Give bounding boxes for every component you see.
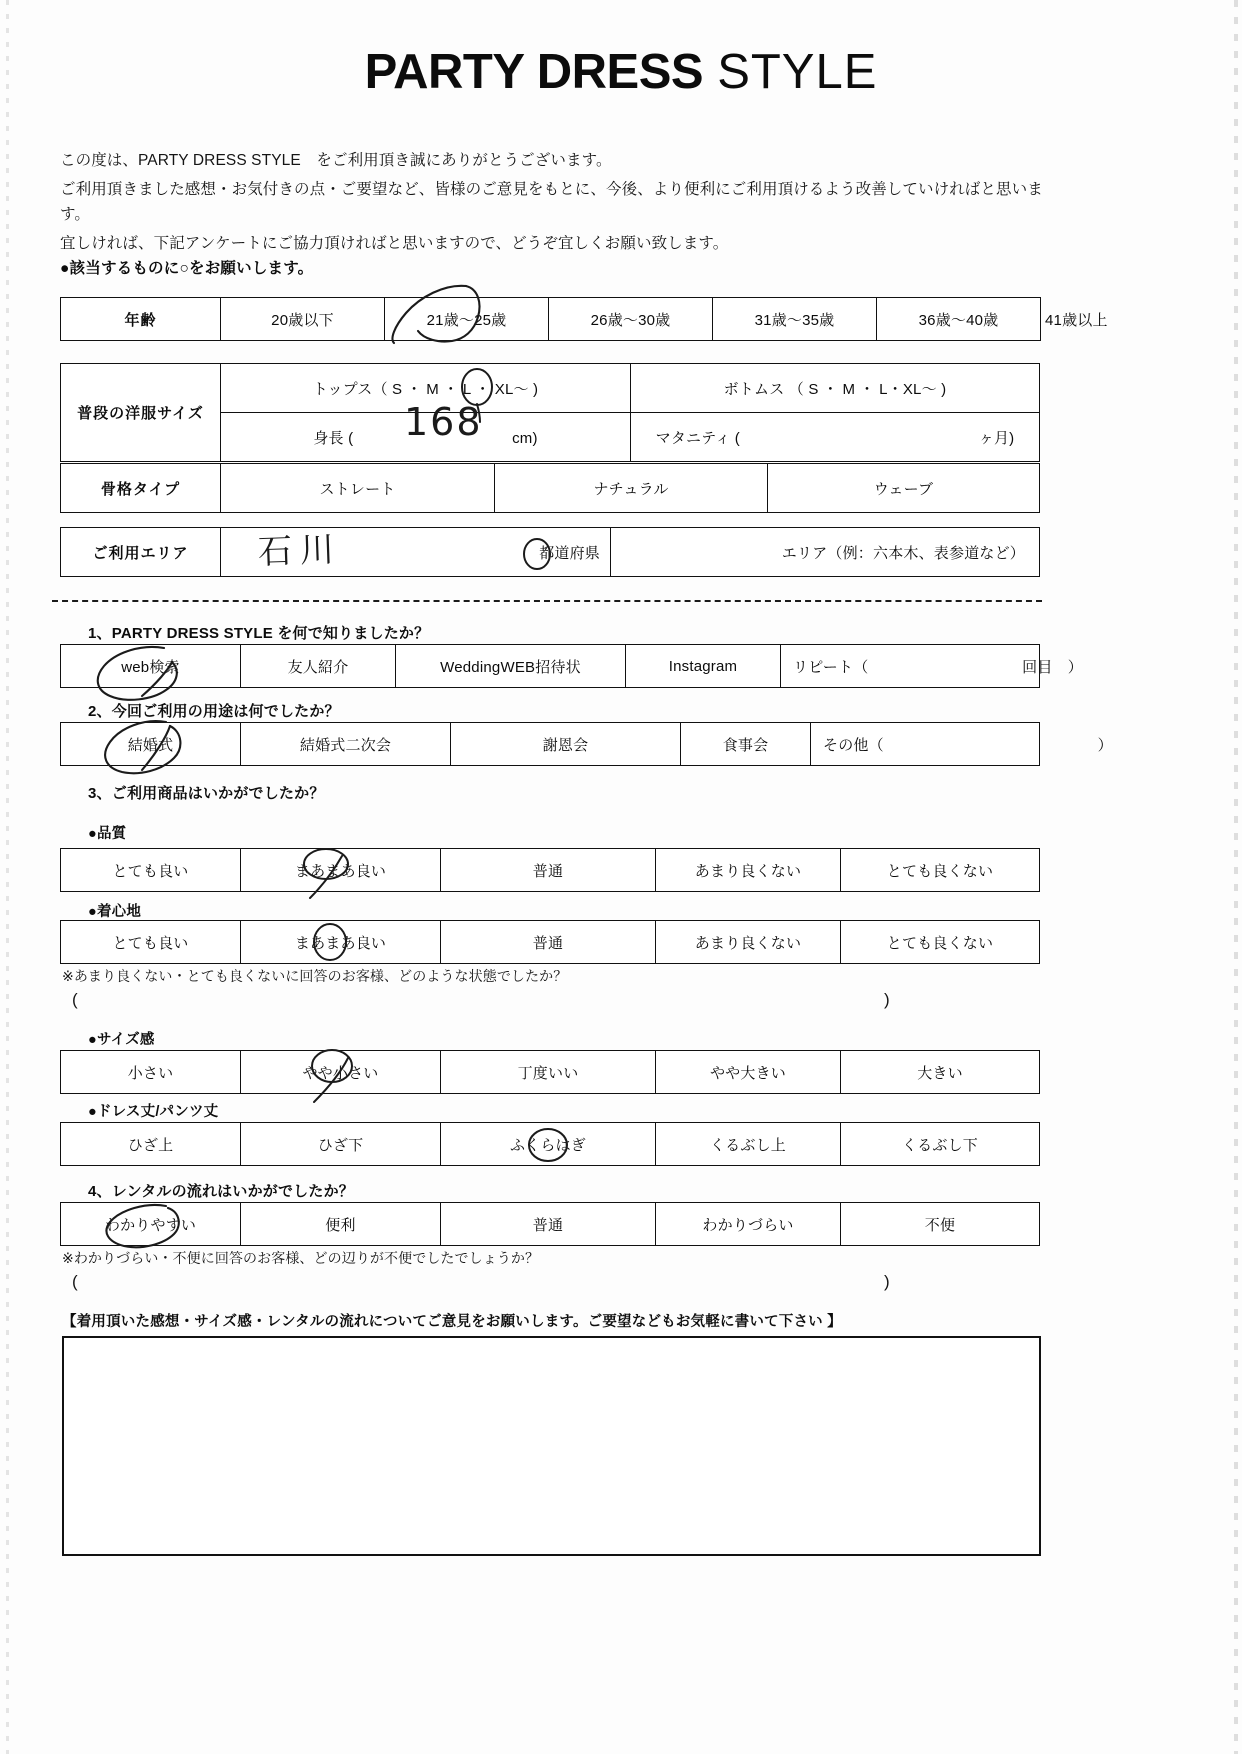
age-option-0[interactable]: 20歳以下 [221, 298, 385, 341]
q1-repeat-label: リピート（ [793, 658, 869, 676]
table-row: 年齢 20歳以下 21歳～25歳 26歳～30歳 31歳～35歳 36歳～40歳 41歳以上 [61, 298, 1041, 341]
q3-size-table [60, 1050, 1040, 1094]
intro-line-2: ご利用頂きました感想・お気付きの点・ご要望など、皆様のご意見をもとに、今後、より便利にご利用頂けるよう改善していければと思います。 [60, 181, 1043, 223]
q3-size-option-4[interactable]: 大きい [841, 1051, 1040, 1094]
q3-comfort-option-0[interactable]: とても良い [61, 921, 241, 964]
brand-name-bold: PARTY DRESS [364, 45, 704, 99]
height-cell[interactable] [221, 413, 631, 462]
q3-length-option-4[interactable]: くるぶし下 [841, 1123, 1040, 1166]
q3-note-open-paren: ( [72, 990, 78, 1009]
circle-instruction-label: ●該当するものに○をお願いします。 [60, 260, 314, 277]
q1-option-1[interactable]: 友人紹介 [241, 645, 396, 688]
q2-other-close: ） [1097, 736, 1113, 754]
q3-size-label: ●サイズ感 [88, 1032, 155, 1048]
q3-length-option-0[interactable]: ひざ上 [61, 1123, 241, 1166]
handwritten-height-value: 168 [404, 400, 483, 444]
q3-note-label: ※あまり良くない・とても良くないに回答のお客様、どのような状態でしたか？ [62, 968, 568, 984]
body-type-option-2[interactable]: ウェーブ [768, 464, 1040, 513]
age-header: 年齢 [61, 298, 221, 341]
maternity-unit: ヶ月) [978, 429, 1015, 447]
clothing-size-header: 普段の洋服サイズ [61, 364, 221, 462]
question-4-table [60, 1202, 1040, 1246]
table-row [61, 1123, 1040, 1166]
q2-option-3[interactable]: 食事会 [681, 723, 811, 766]
q4-option-2[interactable]: 普通 [441, 1203, 656, 1246]
prefecture-label: 都道府県 [539, 544, 600, 562]
clothing-size-table [60, 363, 1040, 462]
intro-line-1: この度は、PARTY DRESS STYLE をご利用頂き誠にありがとうございます。 [60, 152, 612, 169]
maternity-label: マタニティ ( [655, 429, 740, 447]
q4-note-label: ※わかりづらい・不便に回答のお客様、どの辺りが不便でしたでしょうか？ [62, 1250, 540, 1266]
q3-size-option-1[interactable]: やや小さい [241, 1051, 441, 1094]
question-2-table [60, 722, 1113, 766]
table-row [61, 1203, 1040, 1246]
free-comment-textarea[interactable] [62, 1336, 1041, 1556]
q3-size-option-3[interactable]: やや大きい [656, 1051, 841, 1094]
scan-artifact-right-edge [1234, 0, 1238, 1754]
q3-quality-label: ●品質 [88, 826, 127, 842]
q4-option-1[interactable]: 便利 [241, 1203, 441, 1246]
q3-quality-option-3[interactable]: あまり良くない [656, 849, 841, 892]
table-row [61, 464, 1040, 513]
table-row [61, 528, 1040, 577]
q1-option-3[interactable]: Instagram [626, 645, 781, 688]
q4-note-close-paren: ) [884, 1272, 890, 1291]
table-row [61, 849, 1040, 892]
q2-option-2[interactable]: 謝恩会 [451, 723, 681, 766]
question-2-title: 2、今回ご利用の用途は何でしたか？ [88, 703, 340, 720]
q3-size-option-2[interactable]: 丁度いい [441, 1051, 656, 1094]
q3-length-label: ●ドレス丈/パンツ丈 [88, 1104, 219, 1120]
q3-comfort-option-3[interactable]: あまり良くない [656, 921, 841, 964]
q3-length-table [60, 1122, 1040, 1166]
prefecture-cell[interactable] [221, 528, 611, 577]
area-header: ご利用エリア [61, 528, 221, 577]
q3-comfort-option-4[interactable]: とても良くない [841, 921, 1040, 964]
body-type-header: 骨格タイプ [61, 464, 221, 513]
q3-quality-table [60, 848, 1040, 892]
intro-paragraph [60, 148, 1070, 260]
q3-comfort-option-2[interactable]: 普通 [441, 921, 656, 964]
age-option-2[interactable]: 26歳～30歳 [549, 298, 713, 341]
question-3-title: 3、ご利用商品はいかがでしたか？ [88, 785, 325, 802]
q3-quality-option-1[interactable]: まあまあ良い [241, 849, 441, 892]
page-title [0, 42, 1242, 102]
dashed-separator [52, 600, 1042, 602]
q3-quality-option-0[interactable]: とても良い [61, 849, 241, 892]
q2-option-0[interactable]: 結婚式 [61, 723, 241, 766]
maternity-cell[interactable] [631, 413, 1040, 462]
q3-length-option-1[interactable]: ひざ下 [241, 1123, 441, 1166]
q2-option-1[interactable]: 結婚式二次会 [241, 723, 451, 766]
scan-artifact-left-edge [6, 0, 9, 1754]
question-1-title: 1、PARTY DRESS STYLE を何で知りましたか？ [88, 625, 430, 642]
table-row [61, 723, 1040, 766]
q3-comfort-option-1[interactable]: まあまあ良い [241, 921, 441, 964]
q4-note-open-paren: ( [72, 1272, 78, 1291]
age-option-3[interactable]: 31歳～35歳 [713, 298, 877, 341]
q4-option-4[interactable]: 不便 [841, 1203, 1040, 1246]
q3-comfort-table [60, 920, 1040, 964]
q3-comfort-label: ●着心地 [88, 904, 142, 920]
q3-size-option-0[interactable]: 小さい [61, 1051, 241, 1094]
q1-repeat-count-label: 回目 ） [1022, 658, 1083, 676]
q2-other-label: その他（ [823, 736, 884, 754]
q3-length-option-3[interactable]: くるぶし上 [656, 1123, 841, 1166]
body-type-option-0[interactable]: ストレート [221, 464, 495, 513]
free-comment-title: 【着用頂いた感想・サイズ感・レンタルの流れについてご意見をお願いします。ご要望などもお気軽に書いて下さい 】 [62, 1314, 842, 1330]
q4-option-3[interactable]: わかりづらい [656, 1203, 841, 1246]
bottoms-size-cell[interactable]: ボトムス （ S ・ M ・ L・XL～ ) [631, 364, 1040, 413]
table-row [61, 921, 1040, 964]
area-table [60, 527, 1040, 577]
q1-option-4[interactable] [781, 645, 1083, 688]
area-example-label: エリア（例：六本木、表参道など） [781, 544, 1025, 562]
age-option-1[interactable]: 21歳～25歳 [385, 298, 549, 341]
q3-quality-option-2[interactable]: 普通 [441, 849, 656, 892]
handwritten-prefecture-value: 石川 [257, 529, 343, 573]
q3-quality-option-4[interactable]: とても良くない [841, 849, 1040, 892]
intro-line-3: 宜しければ、下記アンケートにご協力頂ければと思いますので、どうぞ宜しくお願い致します。 [60, 235, 729, 252]
area-detail-cell[interactable] [611, 528, 1040, 577]
q1-option-0[interactable]: web検索 [61, 645, 241, 688]
table-row [61, 364, 1040, 413]
age-table [60, 297, 1108, 341]
q4-option-0[interactable]: わかりやすい [61, 1203, 241, 1246]
tops-size-cell[interactable]: トップス（ S ・ M ・ L ・ XL～ ) [221, 364, 631, 413]
q1-option-2[interactable]: WeddingWEB招待状 [396, 645, 626, 688]
q3-note-close-paren: ) [884, 990, 890, 1009]
age-option-4[interactable]: 36歳～40歳 [877, 298, 1041, 341]
table-row [61, 1051, 1040, 1094]
height-label: 身長 ( [313, 429, 354, 447]
question-4-title: 4、レンタルの流れはいかがでしたか？ [88, 1183, 354, 1200]
brand-name-light: STYLE [717, 45, 878, 99]
table-row [61, 645, 1040, 688]
body-type-table [60, 463, 1040, 513]
body-type-option-1[interactable]: ナチュラル [495, 464, 768, 513]
question-1-table [60, 644, 1083, 688]
q2-option-4[interactable] [811, 723, 1113, 766]
height-unit: cm) [512, 429, 538, 447]
q3-length-option-2[interactable]: ふくらはぎ [441, 1123, 656, 1166]
